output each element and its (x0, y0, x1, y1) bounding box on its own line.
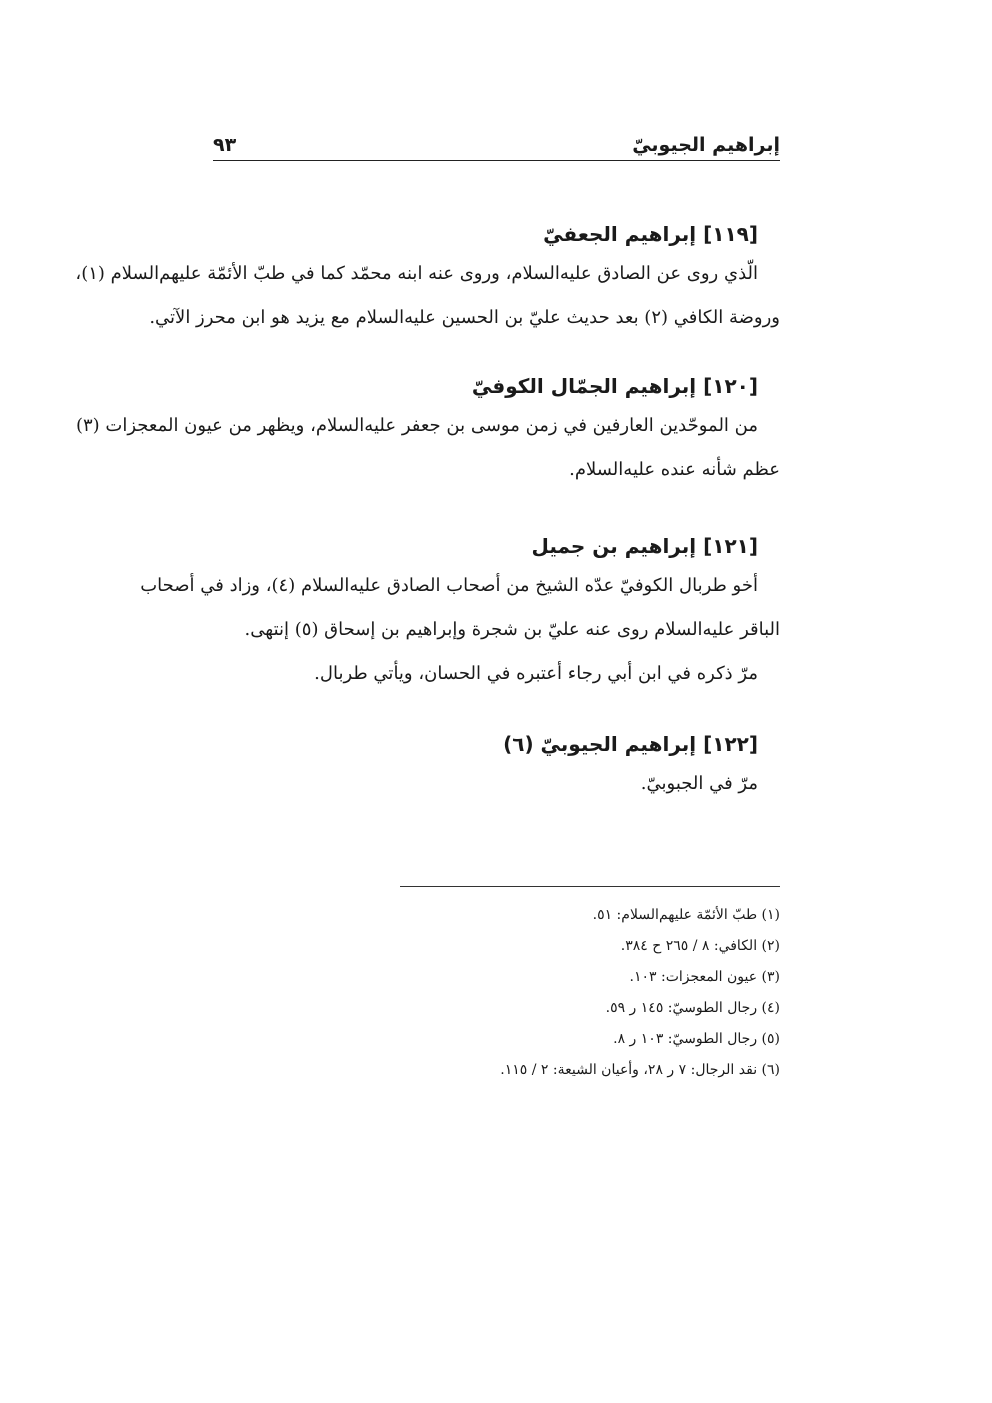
entry-122 (213, 728, 780, 806)
entry-text-line: وروضة الكافي (٢) بعد حديث عليّ بن الحسين عليه‌السلام مع يزيد هو ابن محرز الآتي. (149, 307, 780, 328)
entry-121 (140, 530, 780, 696)
entry-heading: [١١٩] إبراهيم الجعفيّ (543, 222, 758, 246)
running-header (213, 120, 780, 161)
entry-text-line: مرّ في الجبوبيّ. (640, 773, 758, 794)
footnotes (213, 900, 780, 1086)
entry-heading: [١٢٠] إبراهيم الجمّال الكوفيّ (471, 374, 758, 398)
entry-text-line: الباقر عليه‌السلام روى عنه عليّ بن شجرة وإبراهيم بن إسحاق (٥) إنتهى. (244, 619, 780, 640)
footnote-2: (٢) الكافي: ٨ / ٢٦٥ ح ٣٨٤. (620, 938, 780, 954)
entry-text-line: من الموحّدين العارفين في زمن موسى بن جعفر عليه‌السلام، ويظهر من عيون المعجزات (٣) (75, 415, 758, 436)
entry-text-line: عظم شأنه عنده عليه‌السلام. (569, 459, 780, 480)
entry-text-line: مرّ ذكره في ابن أبي رجاء أعتبره في الحسان، ويأتي طربال. (314, 663, 758, 684)
entry-119 (75, 218, 780, 340)
footnote-6: (٦) نقد الرجال: ٧ ر ٢٨، وأعيان الشيعة: ٢ / ١١٥. (500, 1062, 780, 1078)
footnote-1: (١) طبّ الأئمّة عليهم‌السلام: ٥١. (592, 907, 780, 923)
entry-heading: [١٢٢] إبراهيم الجيوبيّ (٦) (503, 732, 758, 756)
entry-text-line: الّذي روى عن الصادق عليه‌السلام، وروى عنه ابنه محمّد كما في طبّ الأئمّة عليهم‌السلام (١)، (75, 263, 758, 284)
footnote-3: (٣) عيون المعجزات: ١٠٣. (629, 969, 780, 985)
entry-heading: [١٢١] إبراهيم بن جميل (531, 534, 758, 558)
entry-text-line: أخو طربال الكوفيّ عدّه الشيخ من أصحاب الصادق عليه‌السلام (٤)، وزاد في أصحاب (140, 575, 758, 596)
footnote-4: (٤) رجال الطوسيّ: ١٤٥ ر ٥٩. (605, 1000, 780, 1016)
running-title: إبراهيم الجيوبيّ (632, 134, 780, 156)
footnote-5: (٥) رجال الطوسيّ: ١٠٣ ر ٨. (613, 1031, 780, 1047)
footnote-separator (400, 886, 780, 887)
entry-120 (75, 370, 780, 492)
book-page (75, 0, 780, 1403)
page-number: ٩٣ (213, 134, 237, 156)
